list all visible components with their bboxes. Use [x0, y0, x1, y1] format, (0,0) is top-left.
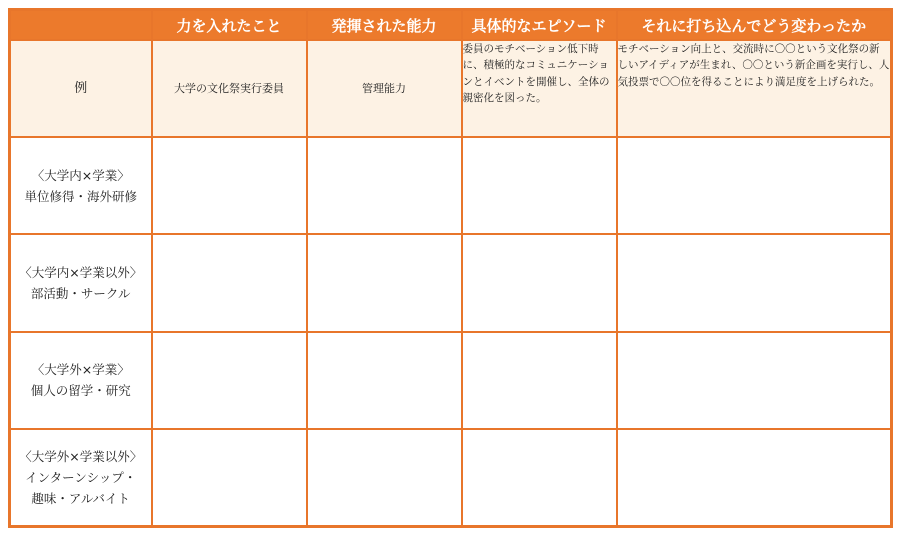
- example-effort: 大学の文化祭実行委員: [152, 40, 307, 137]
- row-category: 〈大学内×学業以外〉: [19, 264, 143, 280]
- example-row: [10, 40, 892, 137]
- answer-cell-episode[interactable]: [462, 234, 617, 331]
- row-examples: 部活動・サークル: [30, 285, 131, 301]
- example-label: 例: [10, 40, 152, 137]
- row-offcampus-non-academic: [10, 429, 892, 527]
- answer-cell-change[interactable]: [617, 332, 892, 429]
- header-ability: 発揮された能力: [307, 10, 462, 41]
- example-change: モチベーション向上と、交流時に〇〇という文化祭の新しいアイディアが生まれ、〇〇という新企画を実行し、人気投票で〇〇位を得ることにより満足度を上げられた。: [617, 40, 892, 137]
- row-category: 〈大学外×学業〉: [31, 361, 130, 377]
- row-label: [10, 137, 152, 234]
- row-category: 〈大学内×学業〉: [31, 167, 130, 183]
- header-effort: 力を入れたこと: [152, 10, 307, 41]
- example-episode: 委員のモチベーション低下時に、積極的なコミュニケーションとイベントを開催し、全体の親密化を図った。: [462, 40, 617, 137]
- row-label: [10, 234, 152, 331]
- answer-cell-episode[interactable]: [462, 429, 617, 527]
- answer-cell-effort[interactable]: [152, 332, 307, 429]
- row-campus-academic: [10, 137, 892, 234]
- row-examples: 単位修得・海外研修: [24, 188, 137, 204]
- row-examples: インターンシップ・: [25, 469, 137, 485]
- header-row: [10, 10, 892, 41]
- answer-cell-change[interactable]: [617, 137, 892, 234]
- answer-cell-episode[interactable]: [462, 137, 617, 234]
- answer-cell-effort[interactable]: [152, 429, 307, 527]
- answer-cell-effort[interactable]: [152, 137, 307, 234]
- header-corner-cell: [10, 10, 152, 41]
- answer-cell-ability[interactable]: [307, 137, 462, 234]
- header-change: それに打ち込んでどう変わったか: [617, 10, 892, 41]
- answer-cell-change[interactable]: [617, 234, 892, 331]
- row-campus-non-academic: [10, 234, 892, 331]
- self-pr-worksheet: [8, 8, 890, 528]
- row-label: [10, 332, 152, 429]
- row-category: 〈大学外×学業以外〉: [19, 448, 143, 464]
- row-examples: 個人の留学・研究: [30, 383, 131, 399]
- header-episode: 具体的なエピソード: [462, 10, 617, 41]
- example-ability: 管理能力: [307, 40, 462, 137]
- row-offcampus-academic: [10, 332, 892, 429]
- answer-cell-ability[interactable]: [307, 332, 462, 429]
- answer-cell-ability[interactable]: [307, 429, 462, 527]
- answer-cell-change[interactable]: [617, 429, 892, 527]
- row-label: [10, 429, 152, 527]
- worksheet-table: [8, 8, 893, 528]
- answer-cell-ability[interactable]: [307, 234, 462, 331]
- row-examples-continued: 趣味・アルバイト: [31, 491, 131, 506]
- answer-cell-effort[interactable]: [152, 234, 307, 331]
- answer-cell-episode[interactable]: [462, 332, 617, 429]
